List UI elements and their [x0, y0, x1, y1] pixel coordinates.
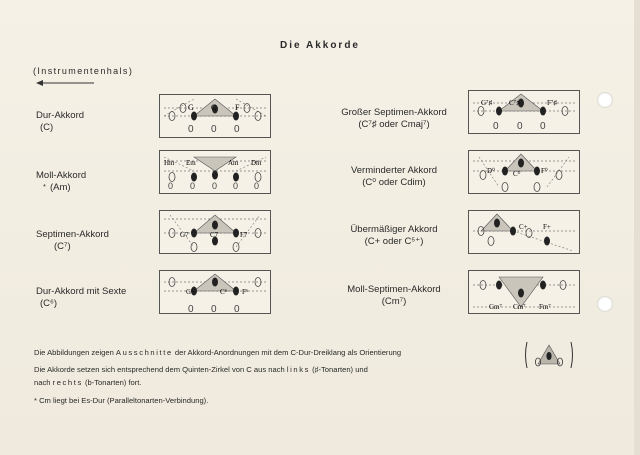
- svg-text:Fm⁷: Fm⁷: [539, 303, 551, 311]
- chord-label-major-seventh: Großer Septimen-Akkord (C⁷♯ oder Cmaj⁷): [341, 107, 447, 130]
- arrow-left-icon: [36, 79, 96, 87]
- svg-text:Hm: Hm: [164, 159, 175, 167]
- svg-text:C: C: [211, 103, 217, 112]
- svg-text:0: 0: [517, 121, 523, 132]
- diagram-minor-seventh: [468, 270, 580, 314]
- svg-text:G7: G7: [180, 231, 189, 239]
- svg-text:Cm⁷: Cm⁷: [513, 303, 526, 311]
- svg-text:0: 0: [233, 181, 239, 191]
- svg-text:G⁶: G⁶: [186, 288, 194, 296]
- svg-text:D⁰: D⁰: [487, 167, 495, 175]
- svg-text:C⁶: C⁶: [220, 288, 228, 296]
- svg-text:0: 0: [211, 304, 217, 315]
- svg-text:0: 0: [234, 124, 240, 135]
- chord-label-minor: Moll-Akkord (Am): [36, 170, 87, 193]
- footer-line-2: Die Akkorde setzen sich entsprechend dem Quinten-Zirkel von C aus nach links (♯-Tonarten) und: [34, 365, 368, 374]
- footer-line-3: nach rechts (b-Tonarten) fort.: [34, 378, 142, 387]
- footnote-marker: *: [43, 182, 46, 191]
- svg-text:0: 0: [254, 181, 260, 191]
- svg-text:0: 0: [168, 181, 174, 191]
- diagram-major: [159, 94, 271, 138]
- svg-text:Dm: Dm: [251, 159, 262, 167]
- orientation-chord-icon: [524, 340, 574, 370]
- svg-text:C7: C7: [210, 231, 219, 239]
- svg-text:0: 0: [540, 121, 546, 132]
- diagram-seventh: [159, 210, 271, 254]
- svg-text:F+: F+: [543, 223, 551, 231]
- svg-text:0: 0: [212, 181, 218, 191]
- svg-text:Am: Am: [228, 159, 239, 167]
- instrument-neck-label: (Instrumentenhals): [33, 66, 134, 76]
- svg-text:C⁷♯: C⁷♯: [509, 99, 520, 107]
- punch-hole-top: [597, 92, 613, 108]
- svg-text:0: 0: [493, 121, 499, 132]
- diagram-sixth: [159, 270, 271, 314]
- svg-text:F7: F7: [240, 231, 248, 239]
- chord-label-diminished: Verminderter Akkord (C⁰ oder Cdim): [350, 165, 438, 188]
- svg-text:F⁷♯: F⁷♯: [547, 99, 557, 107]
- diagram-major-seventh: [468, 90, 580, 134]
- chord-label-sixth: Dur-Akkord mit Sexte (C⁶): [36, 286, 127, 309]
- chord-label-minor-seventh: Moll-Septimen-Akkord (Cm⁷): [347, 284, 441, 307]
- page-title: Die Akkorde: [280, 40, 360, 51]
- svg-text:0: 0: [190, 181, 196, 191]
- chord-label-augmented: Übermäßiger Akkord (C+ oder C⁵⁺): [350, 224, 438, 247]
- diagram-diminished: [468, 150, 580, 194]
- svg-text:G: G: [188, 103, 194, 112]
- svg-text:0: 0: [234, 304, 240, 315]
- footer-line-1: Die Abbildungen zeigen Ausschnitte der Akkord-Anordnungen mit dem C-Dur-Dreiklang als Orientierung: [34, 348, 402, 357]
- svg-text:0: 0: [211, 124, 217, 135]
- chord-label-seventh: Septimen-Akkord (C⁷): [36, 229, 109, 252]
- svg-text:0: 0: [188, 124, 194, 135]
- punch-hole-bottom: [597, 296, 613, 312]
- svg-text:F: F: [235, 103, 240, 112]
- diagram-augmented: [468, 210, 580, 254]
- footer-footnote: * Cm liegt bei Es-Dur (Paralleltonarten-Verbindung).: [34, 396, 209, 405]
- svg-text:G⁷♯: G⁷♯: [481, 99, 492, 107]
- chord-label-major: Dur-Akkord (C): [36, 110, 85, 133]
- svg-text:Gm⁷: Gm⁷: [489, 303, 502, 311]
- page-edge: [634, 0, 640, 455]
- svg-text:Em: Em: [186, 159, 196, 167]
- svg-text:C+: C+: [519, 223, 528, 231]
- diagram-minor: [159, 150, 271, 194]
- svg-text:F⁶: F⁶: [242, 288, 249, 296]
- svg-text:0: 0: [188, 304, 194, 315]
- svg-text:C⁰: C⁰: [513, 170, 521, 178]
- svg-text:F⁰: F⁰: [541, 167, 548, 175]
